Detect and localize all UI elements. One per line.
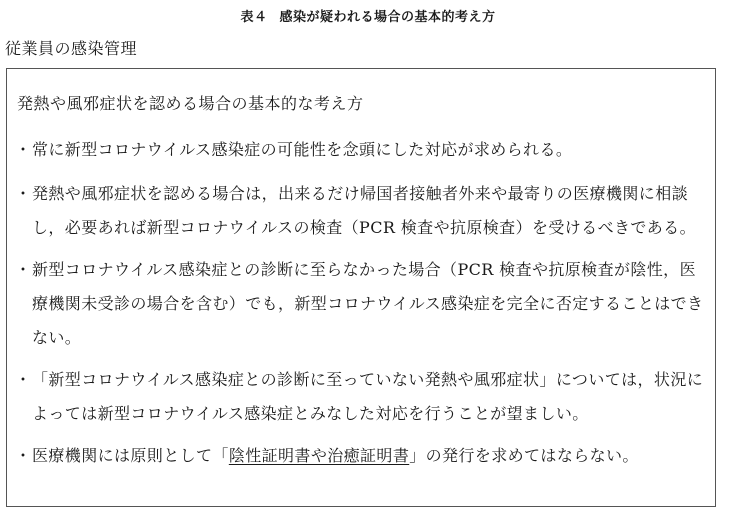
bullet-text: 常に新型コロナウイルス感染症の可能性を念頭にした対応が求められる。: [32, 140, 573, 159]
underlined-certificate-text: 陰性証明書や治癒証明書: [228, 446, 410, 465]
bullet-item: [15, 177, 711, 245]
bullet-text-before: 医療機関には原則として「: [32, 446, 229, 465]
bullet-marker: ・: [15, 370, 32, 389]
bullet-marker: ・: [15, 260, 32, 279]
bullet-text: 「新型コロナウイルス感染症との診断に至っていない発熱や風邪症状」については，状況によっては新型コロナウイルス感染症とみなした対応を行うことが望ましい。: [32, 370, 704, 423]
bullet-text-after: 」の発行を求めてはならない。: [409, 446, 639, 465]
bullet-text: 発熱や風邪症状を認める場合は，出来るだけ帰国者接触者外来や最寄りの医療機関に相談し，必要あれば新型コロナウイルスの検査（PCR 検査や抗原検査）を受けるべきである。: [32, 184, 696, 237]
bullet-marker: ・: [15, 184, 32, 203]
bullet-marker: ・: [15, 446, 32, 465]
bullet-marker: ・: [15, 140, 32, 159]
bullet-item: [15, 133, 711, 167]
section-label: 従業員の感染管理: [5, 39, 138, 58]
guideline-box: [6, 68, 716, 507]
table-number: 表４: [240, 10, 268, 25]
bullet-item: [15, 363, 711, 431]
bullet-item: [15, 253, 711, 355]
table-title-text: 感染が疑われる場合の基本的考え方: [279, 10, 496, 25]
bullet-list: [15, 133, 711, 481]
bullet-item: [15, 439, 711, 473]
bullet-text: 新型コロナウイルス感染症との診断に至らなかった場合（PCR 検査や抗原検査が陰性，医療機関未受診の場合を含む）でも，新型コロナウイルス感染症を完全に否定することはできない。: [32, 260, 704, 347]
table-title: [0, 6, 736, 25]
box-heading: 発熱や風邪症状を認める場合の基本的な考え方: [17, 94, 364, 113]
